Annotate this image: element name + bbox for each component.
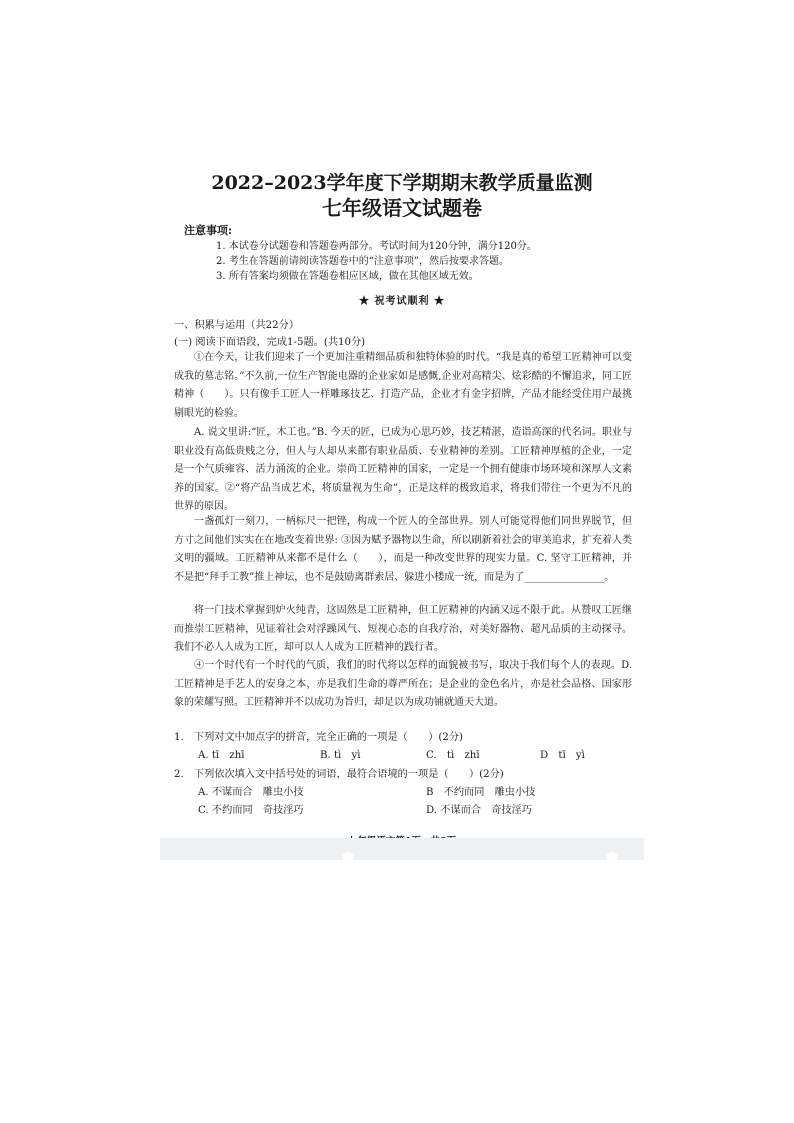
notice-item: 2. 考生在答题前请阅读答题卷中的“注意事项”，然后按要求答题。 xyxy=(216,256,509,267)
answer-option: B. tì yì xyxy=(320,750,361,761)
exam-title-year: 2022–2023学年度下学期期末教学质量监测 xyxy=(211,172,593,194)
passage-paragraph: 将一门技术掌握到炉火纯青，这固然是工匠精神，但工匠精神的内涵又远不限于此。从赞叹工匠继而推崇工匠精神，见证着社会对浮躁风气、短视心态的自我疗治，对美好器物、超凡品质的主动探寻。我们不必人人成为工匠，却可以人人成为工匠精神的践行者。 xyxy=(174,605,632,653)
section-title: 一、积累与运用（共22分） xyxy=(174,320,300,331)
circle-icon xyxy=(342,852,354,864)
answer-option: D tī yì xyxy=(540,750,585,761)
exam-title-subject: 七年级语文试题卷 xyxy=(322,196,482,220)
good-luck-banner: ★ 祝考试顺利 ★ xyxy=(359,296,445,307)
notice-item: 3. 所有答案均须做在答题卷相应区域，做在其他区域无效。 xyxy=(216,271,479,282)
notice-heading: 注意事项: xyxy=(184,224,233,237)
answer-option: A. tī zhī xyxy=(198,750,245,761)
answer-option: C. 不约而同 奇技淫巧 xyxy=(198,805,304,816)
answer-option: C. tì zhī xyxy=(426,750,480,761)
passage-paragraph: A. 说文里讲:“匠，木工也。”B. 今天的匠，已成为心思巧妙，技艺精湛，造诣高深的代名词。职业与职业没有高低贵贱之分，但人与人却从来都有职业品质、专业精神的差别。工匠精神厚植的企业，一定是一个气质雍容、活力涌流的企业。崇尚工匠精神的国家，一定是一个拥有健康市场环境和深厚人文素养的国家。②“将产品当成艺术，将质量视为生命”，正是这样的极致追求，将我们带往一个更为不凡的世界的原因。 xyxy=(174,427,632,512)
question-stem: 1. 下列对文中加点字的拼音，完全正确的一项是（ ）(2分) xyxy=(174,732,464,743)
answer-option: B 不约而同 雕虫小技 xyxy=(426,787,536,798)
notice-item: 1. 本试卷分试题卷和答题卷两部分。考试时间为120分钟，满分120分。 xyxy=(216,241,537,252)
answer-option: A. 不谋而合 雕虫小技 xyxy=(198,787,304,798)
passage-paragraph: ①在今天，让我们迎来了一个更加注重精细品质和独特体验的时代。“我是真的希望工匠精神可以变成我的墓志铭。”不久前,一位生产智能电器的企业家如是感慨,企业对高精尖、炫彩酷的不懈追求，同工匠精神（ ）。只有像手工匠人一样雕琢技艺、打造产品，企业才有金字招牌，产品才能经受住用户最挑剔眼光的检验。 xyxy=(174,352,632,419)
passage-paragraph: 一盏孤灯一刻刀，一柄标尺一把锉，构成一个匠人的全部世界。别人可能觉得他们同世界脱节，但方寸之间他们实实在在地改变着世界: ③因为赋予器物以生命，所以刷新着社会的审美追求，扩充着人类文明的疆域。工匠精神从来都不是什么（ ），而是一种改变世界的现实力量。C. 坚守工匠精神，并不是把“拜手工教”推上神坛，也不是鼓励离群索居、躲进小楼成一统，而是为了________________。 xyxy=(174,516,632,583)
circle-icon xyxy=(606,852,618,864)
exam-page xyxy=(160,140,644,865)
viewer-bottom-bar xyxy=(160,838,644,860)
passage-paragraph: ④一个时代有一个时代的气质，我们的时代将以怎样的面貌被书写，取决于我们每个人的表现。D. 工匠精神是手艺人的安身之本，亦是我们生命的尊严所在；是企业的金色名片，亦是社会品格、国家形象的荣耀写照。工匠精神并不以成功为旨归，却足以为成功铺就通天大道。 xyxy=(174,660,632,708)
answer-option: D. 不谋而合 奇技淫巧 xyxy=(426,805,532,816)
section-subtitle: (一) 阅读下面语段，完成1-5题。(共10分) xyxy=(174,337,366,348)
question-stem: 2. 下列依次填入文中括号处的词语，最符合语境的一项是（ ）(2分) xyxy=(174,769,504,780)
